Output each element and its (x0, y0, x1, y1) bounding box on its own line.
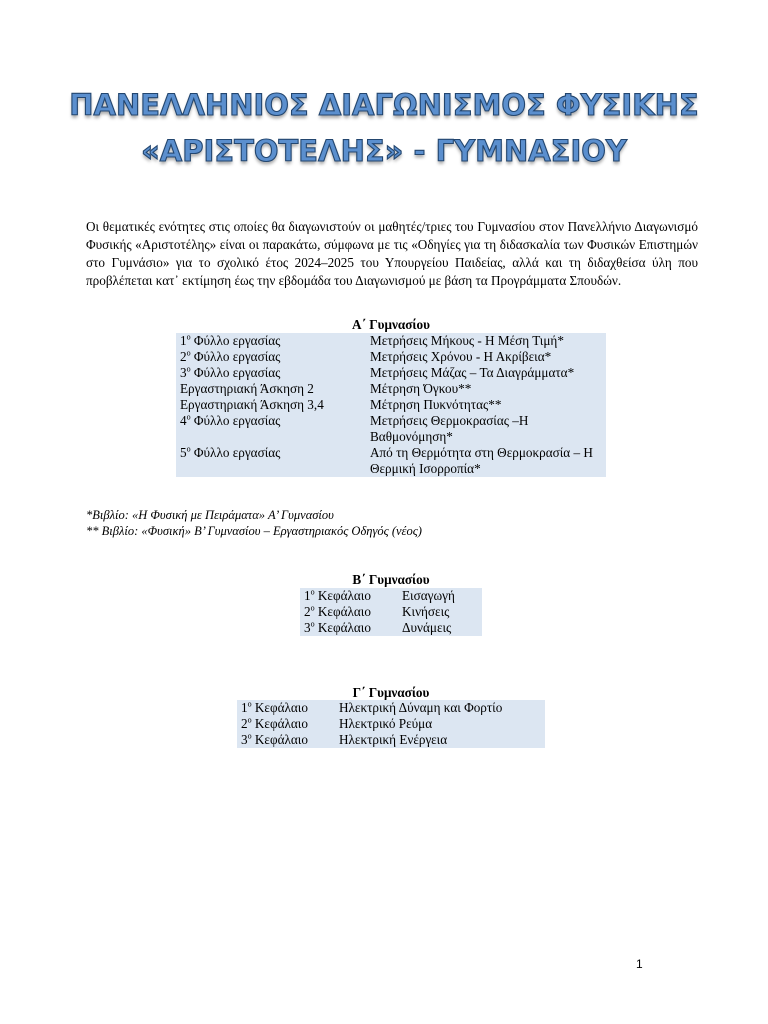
row-number: 1 (304, 588, 311, 603)
row-number: 2 (180, 349, 187, 364)
section-a-row (176, 381, 606, 397)
section-a-row (176, 397, 606, 413)
row-label (237, 700, 335, 716)
ordinal-superscript: ο (247, 699, 252, 709)
row-label-text: Κεφάλαιο (251, 700, 308, 715)
row-number: 3 (180, 365, 187, 380)
section-b-row (300, 604, 482, 620)
section-c-row (237, 732, 545, 748)
row-label-text: Φύλλο εργασίας (190, 333, 281, 348)
intro-paragraph: Οι θεματικές ενότητες στις οποίες θα διαγωνιστούν οι μαθητές/τριες του Γυμνασίου στον Πανελλήνιο Διαγωνισμό Φυσικής «Αριστοτέλης» είναι οι παρακάτω, σύμφωνα με τις «Οδηγίες για τη διδασκαλία των Φυσικών Επιστημών στο Γυμνάσιο» για το σχολικό έτος 2024–2025 του Υπουργείου Παιδείας, αλλά και τη διδαχθείσα ύλη που προβλέπεται κατ᾽ εκτίμηση έως την εβδομάδα του Διαγωνισμού με βάση τα Προγράμματα Σπουδών. (86, 219, 698, 288)
section-c-row (237, 716, 545, 732)
row-topic: Μέτρηση Πυκνότητας** (366, 397, 606, 413)
row-label (176, 445, 366, 477)
section-b-table (300, 588, 482, 636)
row-number: 5 (180, 445, 187, 460)
row-label-text: Φύλλο εργασίας (190, 445, 281, 460)
row-number: 1 (241, 700, 248, 715)
row-label-text: Φύλλο εργασίας (190, 365, 281, 380)
row-label-text: Εργαστηριακή Άσκηση 2 (180, 381, 314, 396)
row-label (300, 588, 398, 604)
ordinal-superscript: ο (310, 603, 315, 613)
ordinal-superscript: ο (186, 348, 191, 358)
row-topic: Μέτρηση Όγκου** (366, 381, 606, 397)
section-a-row (176, 413, 606, 445)
row-topic: Εισαγωγή (398, 588, 482, 604)
row-label (237, 732, 335, 748)
row-label-text: Κεφάλαιο (251, 732, 308, 747)
row-topic: Μετρήσεις Χρόνου - Η Ακρίβεια* (366, 349, 606, 365)
row-topic: Ηλεκτρικό Ρεύμα (335, 716, 545, 732)
row-number: 3 (241, 732, 248, 747)
row-topic: Ηλεκτρική Δύναμη και Φορτίο (335, 700, 545, 716)
section-a-title: Α΄ Γυμνασίου (352, 317, 430, 332)
row-topic: Κινήσεις (398, 604, 482, 620)
row-label (176, 365, 366, 381)
ordinal-superscript: ο (186, 332, 191, 342)
row-label (176, 381, 366, 397)
footnote-1: *Βιβλίο: «Η Φυσική με Πειράματα» Α’ Γυμνασίου (86, 508, 334, 522)
section-a-row (176, 365, 606, 381)
row-number: 2 (241, 716, 248, 731)
row-label-text: Εργαστηριακή Άσκηση 3,4 (180, 397, 324, 412)
row-label-text: Κεφάλαιο (314, 620, 371, 635)
row-number: 3 (304, 620, 311, 635)
page-number: 1 (636, 957, 643, 971)
section-a-table (176, 333, 606, 477)
section-a-row (176, 349, 606, 365)
section-a-row (176, 445, 606, 477)
ordinal-superscript: ο (247, 715, 252, 725)
row-topic: Δυνάμεις (398, 620, 482, 636)
row-number: 2 (304, 604, 311, 619)
row-label (176, 333, 366, 349)
row-label (300, 604, 398, 620)
document-title-line-1: ΠΑΝΕΛΛΗΝΙΟΣ ΔΙΑΓΩΝΙΣΜΟΣ ΦΥΣΙΚΗΣ (69, 88, 699, 122)
ordinal-superscript: ο (186, 444, 191, 454)
row-label-text: Κεφάλαιο (314, 588, 371, 603)
row-topic: Μετρήσεις Θερμοκρασίας –Η Βαθμονόμηση* (366, 413, 606, 445)
row-label-text: Φύλλο εργασίας (190, 349, 281, 364)
section-b-row (300, 588, 482, 604)
row-topic: Μετρήσεις Μάζας – Τα Διαγράμματα* (366, 365, 606, 381)
row-topic: Μετρήσεις Μήκους - Η Μέση Τιμή* (366, 333, 606, 349)
section-c-table (237, 700, 545, 748)
section-b-row (300, 620, 482, 636)
row-label (176, 397, 366, 413)
ordinal-superscript: ο (186, 364, 191, 374)
document-title-line-2: «ΑΡΙΣΤΟΤΕΛΗΣ» - ΓΥΜΝΑΣΙΟΥ (141, 134, 627, 168)
row-number: 1 (180, 333, 187, 348)
ordinal-superscript: ο (247, 731, 252, 741)
row-topic: Ηλεκτρική Ενέργεια (335, 732, 545, 748)
section-c-title: Γ΄ Γυμνασίου (352, 685, 430, 700)
row-label-text: Κεφάλαιο (251, 716, 308, 731)
row-label (237, 716, 335, 732)
ordinal-superscript: ο (186, 412, 191, 422)
footnote-2: ** Βιβλίο: «Φυσική» Β’ Γυμνασίου – Εργαστηριακός Οδηγός (νέος) (86, 524, 422, 538)
section-a-row (176, 333, 606, 349)
row-label (176, 349, 366, 365)
section-c-row (237, 700, 545, 716)
row-label-text: Φύλλο εργασίας (190, 413, 281, 428)
row-label (300, 620, 398, 636)
section-b-title: Β΄ Γυμνασίου (352, 572, 430, 587)
row-label (176, 413, 366, 445)
row-topic: Από τη Θερμότητα στη Θερμοκρασία – Η Θερμική Ισορροπία* (366, 445, 606, 477)
ordinal-superscript: ο (310, 619, 315, 629)
row-label-text: Κεφάλαιο (314, 604, 371, 619)
row-number: 4 (180, 413, 187, 428)
ordinal-superscript: ο (310, 587, 315, 597)
